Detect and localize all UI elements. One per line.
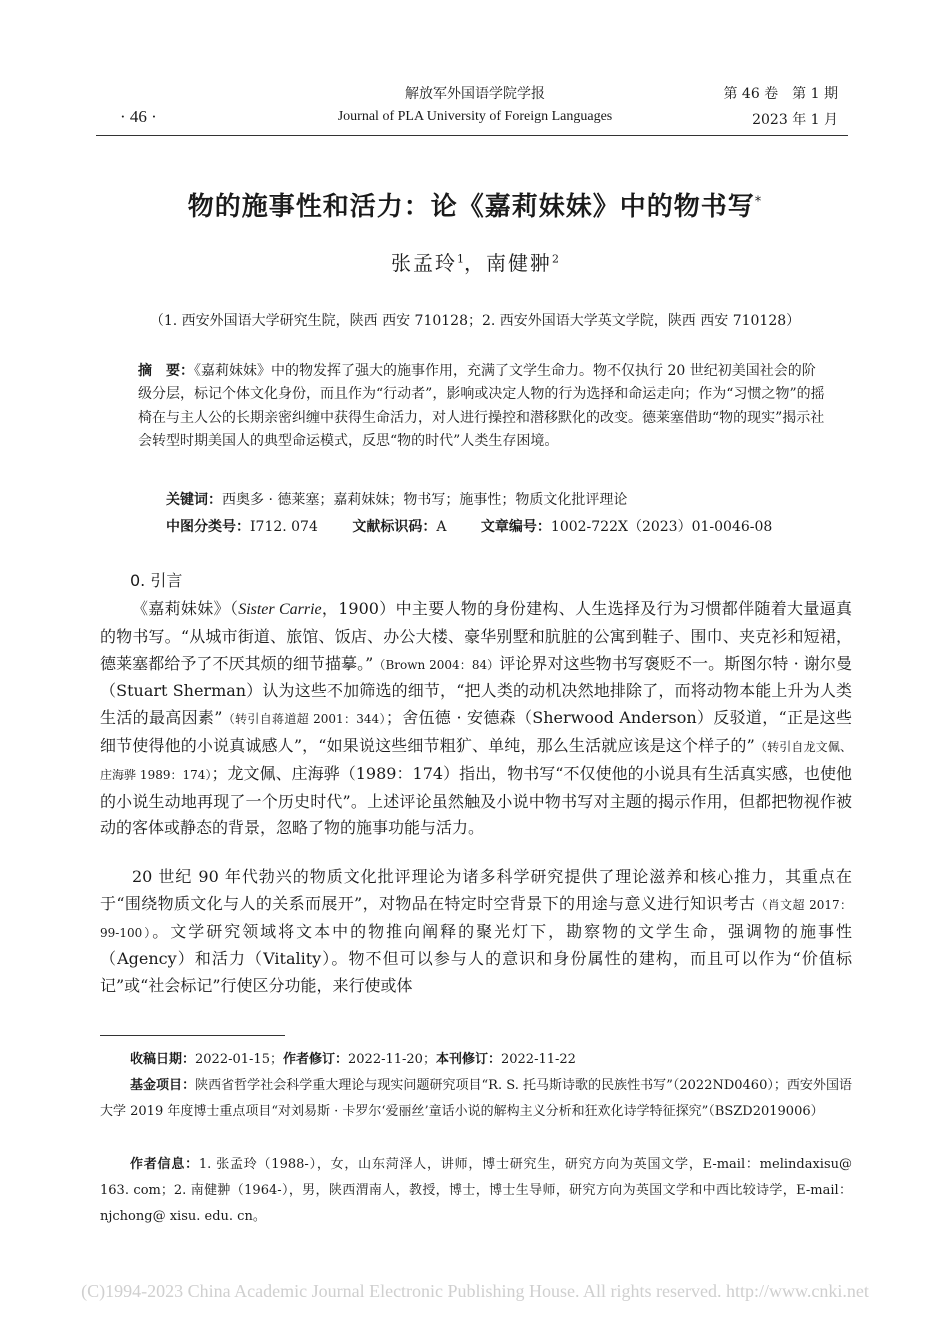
fund-info [100, 1073, 852, 1125]
article-no-value: 1002-722X（2023）01-0046-08 [550, 519, 773, 535]
classification-line [166, 516, 772, 536]
abstract-label: 摘 要： [138, 363, 194, 379]
article-no-label: 文章编号： [480, 519, 551, 535]
text-run: 20 世纪 90 年代勃兴的物质文化批评理论为诸多科学研究提供了理论滋养和核心推力，其重点在于“围绕物质文化与人的关系而展开”，对物品在特定时空背景下的用途与意义进行知识考古 [100, 867, 852, 913]
text-run: ；龙文佩、庄海骅（1989：174）指出，物书写“不仅使他的小说具有生活真实感，也使他的小说生动地再现了一个历史时代”。上述评论虽然触及小说中物书写对主题的揭示作用，但都把物视作被动的客体或静态的背景，忽略了物的施事功能与活力。 [100, 763, 852, 838]
author-2: 南健翀 [486, 251, 552, 275]
fund-label: 基金项目： [130, 1078, 196, 1093]
text-run: 《嘉莉妹妹》（ [132, 599, 239, 618]
keywords [166, 489, 627, 509]
english-title: Sister Carrie [238, 601, 322, 618]
article-title [0, 186, 950, 223]
text-run: ，1900）中主要人物的身份建构、人生选择及行为习惯都伴随着大量逼真的物书写。“从城市街道、旅馆、饭店、办公大楼、豪华别墅和肮脏的公寓到鞋子、围巾、夹克衫和短裙，德莱塞都给予了不厌其烦的细节描摹。” [100, 599, 852, 673]
final-label: 本刊修订： [435, 1052, 501, 1067]
citation: （转引自蒋道超 2001：344） [222, 712, 386, 727]
author-info-text: 1. 张孟玲（1988-），女，山东菏泽人，讲师，博士研究生，研究方向为英国文学，E-mail：melindaxisu@ 163. com；2. 南健翀（1964-），男，陕西渭南人，教授，博士，博士生导师，研究方向为英国文学和中西比较诗学，E-mail：njchong@ xisu. edu. cn。 [100, 1157, 852, 1224]
received-label: 收稿日期： [130, 1052, 196, 1067]
journal-name-en: Journal of PLA University of Foreign Languages [337, 109, 613, 124]
page-number: · 46 · [120, 107, 157, 126]
citation: （肖文超 2017：99-100） [100, 897, 852, 940]
doc-code-value: A [436, 519, 447, 535]
abstract-text: 《嘉莉妹妹》中的物发挥了强大的施事作用，充满了文学生命力。物不仅执行 20 世纪初美国社会的阶级分层，标记个体文化身份，而且作为“行动者”，影响或决定人物的行为选择和命运走向；作为“习惯之物”的摇椅在与主人公的长期亲密纠缠中获得生命活力，对人进行操控和潜移默化的改变。德莱塞借助“物的现实”揭示社会转型时期美国人的典型命运模式，反思“物的时代”人类生存困境。 [138, 363, 825, 449]
title-footnote-mark: * [754, 194, 763, 210]
author-1: 张孟玲 [391, 251, 457, 275]
dates-line [130, 1047, 852, 1073]
author-info [100, 1152, 852, 1230]
clc-label: 中图分类号： [166, 519, 250, 535]
section-heading: 0. 引言 [130, 571, 183, 590]
copyright-watermark: (C)1994-2023 China Academic Journal Electronic Publishing House. All rights reserved. http://www.cnki.net [81, 1281, 869, 1301]
body-paragraph-1 [100, 596, 852, 842]
final-date: 2022-11-22 [500, 1052, 576, 1067]
fund-text: 陕西省哲学社会科学重大理论与现实问题研究项目“R. S. 托马斯诗歌的民族性书写”（2022ND0460）；西安外国语大学 2019 年度博士重点项目“对刘易斯 · 卡罗尔‘爱丽丝’童话小说的解构主义分析和狂欢化诗学特征探究”（BSZD2019006） [100, 1078, 852, 1119]
citation: （转引自龙文佩、庄海骅 1989：174） [100, 739, 852, 782]
affiliations: （1. 西安外国语大学研究生院，陕西 西安 710128；2. 西安外国语大学英文学院，陕西 西安 710128） [149, 313, 801, 329]
body-paragraph-2 [100, 864, 852, 1000]
author-line [0, 247, 950, 276]
text-run: ；舍伍德 · 安德森（Sherwood Anderson）反驳道，“正是这些细节使得他的小说真诚感人”，“如果说这些细节粗犷、单纯，那么生活就应该是这个样子的” [100, 708, 852, 755]
received-date: 2022-01-15； [195, 1052, 283, 1067]
doc-code-label: 文献标识码： [352, 519, 437, 535]
footnote-divider [100, 1035, 285, 1036]
author-1-affil-mark: 1 [457, 252, 464, 266]
keywords-label: 关键词： [166, 492, 222, 508]
abstract [138, 360, 828, 453]
journal-name-cn: 解放军外国语学院学报 [405, 86, 545, 102]
article-title-text: 物的施事性和活力：论《嘉莉妹妹》中的物书写 [187, 192, 755, 222]
volume-issue: 第 46 卷 第 1 期 [723, 86, 838, 102]
clc-value: I712. 074 [250, 519, 318, 535]
revised-date: 2022-11-20； [348, 1052, 436, 1067]
header-divider [96, 135, 848, 136]
text-run: 评论界对这些物书写褒贬不一。斯图尔特 · 谢尔曼（Stuart Sherman）认为这些不加筛选的细节，“把人类的动机决然地排除了，而将动物本能上升为人类生活的最高因素” [100, 653, 852, 728]
author-separator: ， [464, 251, 486, 275]
issue-date: 2023 年 1 月 [752, 112, 838, 128]
citation: （Brown 2004：84） [373, 657, 500, 672]
keywords-text: 西奥多 · 德莱塞；嘉莉妹妹；物书写；施事性；物质文化批评理论 [222, 492, 628, 508]
revised-label: 作者修订： [282, 1052, 348, 1067]
author-2-affil-mark: 2 [552, 252, 559, 266]
author-info-label: 作者信息： [130, 1157, 199, 1172]
text-run: 。文学研究领域将文本中的物推向阐释的聚光灯下，勘察物的文学生命，强调物的施事性（Agency）和活力（Vitality）。物不但可以参与人的意识和身份属性的建构，而且可以作为“价值标记”或“社会标记”行使区分功能，来行使或体 [100, 921, 852, 996]
